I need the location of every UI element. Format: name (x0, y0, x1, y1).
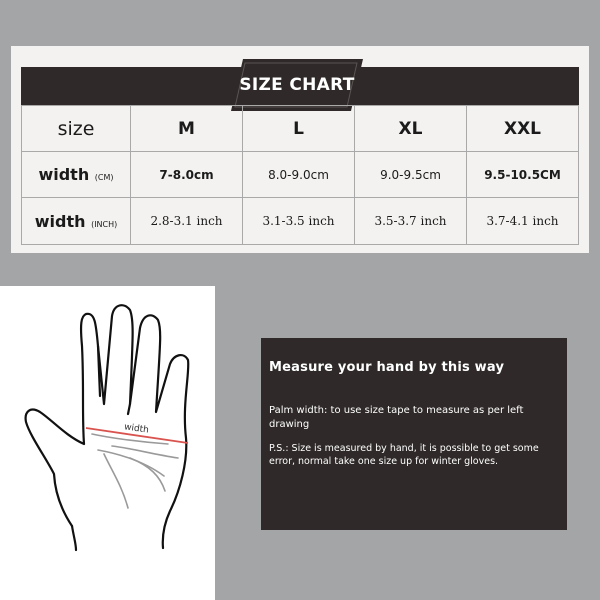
table-row-width-inch (22, 198, 579, 245)
hand-drawing-panel (0, 286, 215, 600)
inch-value-m: 2.8-3.1 inch (131, 198, 243, 245)
cm-value-m: 7-8.0cm (131, 152, 243, 198)
header-size-m: M (131, 106, 243, 152)
row-label-width-cm (22, 152, 131, 198)
row-unit-text: (CM) (94, 173, 114, 182)
ps-note: P.S.: Size is measured by hand, it is possible to get some error, normal take one size up for winter gloves. (269, 443, 539, 467)
width-measure-label: width (123, 422, 150, 436)
inch-value-l: 3.1-3.5 inch (243, 198, 355, 245)
table-header-row (22, 106, 579, 152)
cm-value-l: 8.0-9.0cm (243, 152, 355, 198)
inch-value-xxl: 3.7-4.1 inch (467, 198, 579, 245)
size-table (21, 105, 579, 245)
row-label-text: width (38, 165, 90, 184)
header-size-label: size (22, 106, 131, 152)
size-chart-title-badge (231, 59, 363, 111)
header-size-l: L (243, 106, 355, 152)
row-label-text: width (34, 211, 86, 231)
measure-instructions-box (261, 338, 567, 530)
size-chart-title: SIZE CHART (239, 75, 355, 95)
inch-value-xl: 3.5-3.7 inch (355, 198, 467, 245)
header-size-xxl: XXL (467, 106, 579, 152)
palm-width-instruction: Palm width: to use size tape to measure as per left drawing (269, 405, 524, 430)
row-unit-text: (INCH) (91, 219, 118, 229)
instructions-title: Measure your hand by this way (269, 360, 505, 375)
table-row-width-cm (22, 152, 579, 198)
size-chart-card (11, 46, 589, 253)
hand-outline-icon (0, 286, 215, 600)
cm-value-xxl: 9.5-10.5CM (467, 152, 579, 198)
header-size-xl: XL (355, 106, 467, 152)
row-label-width-inch (22, 198, 131, 245)
cm-value-xl: 9.0-9.5cm (355, 152, 467, 198)
